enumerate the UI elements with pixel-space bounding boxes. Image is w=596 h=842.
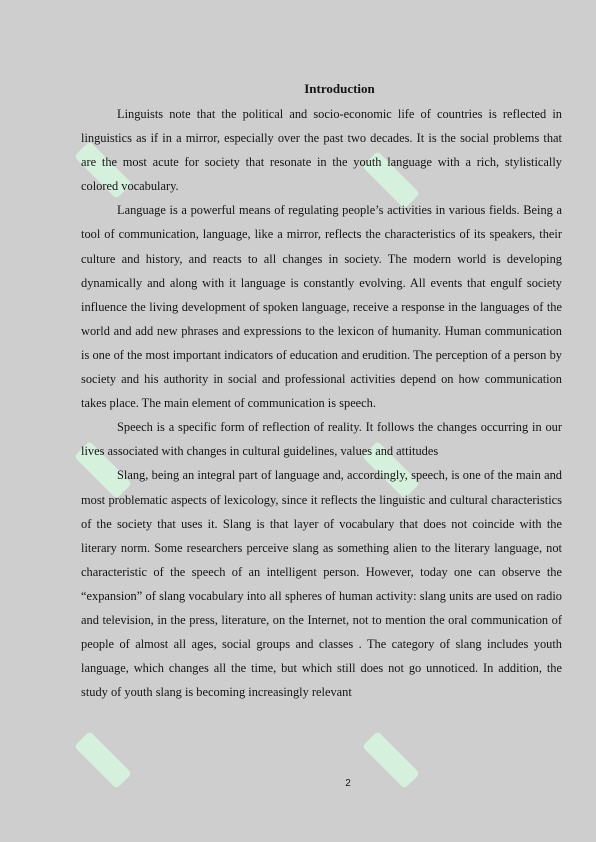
paragraph: Language is a powerful means of regulating people’s activities in various fields. Being a tool of communication, language, like a mirror, reflects the characteristics of its speakers, their culture and history, and reacts to all changes in society. The modern world is developing dynamically and along with it language is constantly evolving. All events that engulf society influence the living development of spoken language, receive a response in the languages of the world and add new phrases and expressions to the lexicon of humanity. Human communication is one of the most important indicators of education and erudition. The perception of a person by society and his authority in social and professional activities depend on how communication takes place. The main element of communication is speech.: [81, 203, 562, 411]
paragraph: Speech is a specific form of reflection of reality. It follows the changes occurring in our lives associated with changes in cultural guidelines, values and attitudes: [81, 420, 562, 459]
paragraph: Slang, being an integral part of language and, accordingly, speech, is one of the main and most problematic aspects of lexicology, since it reflects the linguistic and cultural characteristics of the society that uses it. Slang is that layer of vocabulary that does not coincide with the literary norm. Some researchers perceive slang as something alien to the literary language, not characteristic of the speech of an intelligent person. However, today one can observe the “expansion” of slang vocabulary into all spheres of human activity: slang units are used on radio and television, in the press, literature, on the Internet, not to mention the oral communication of people of almost all ages, social groups and classes . The category of slang includes youth language, which changes all the time, but which still does not go unnoticed. In addition, the study of youth slang is becoming increasingly relevant: [81, 468, 562, 700]
document-title: Introduction: [304, 81, 375, 96]
paragraph: Linguists note that the political and socio-economic life of countries is reflected in linguistics as if in a mirror, especially over the past two decades. It is the social problems that are the most acute for society that resonate in the youth language with a rich, stylistically colored vocabulary.: [81, 107, 562, 194]
page-number: 2: [345, 778, 351, 789]
document-body: [81, 78, 562, 704]
